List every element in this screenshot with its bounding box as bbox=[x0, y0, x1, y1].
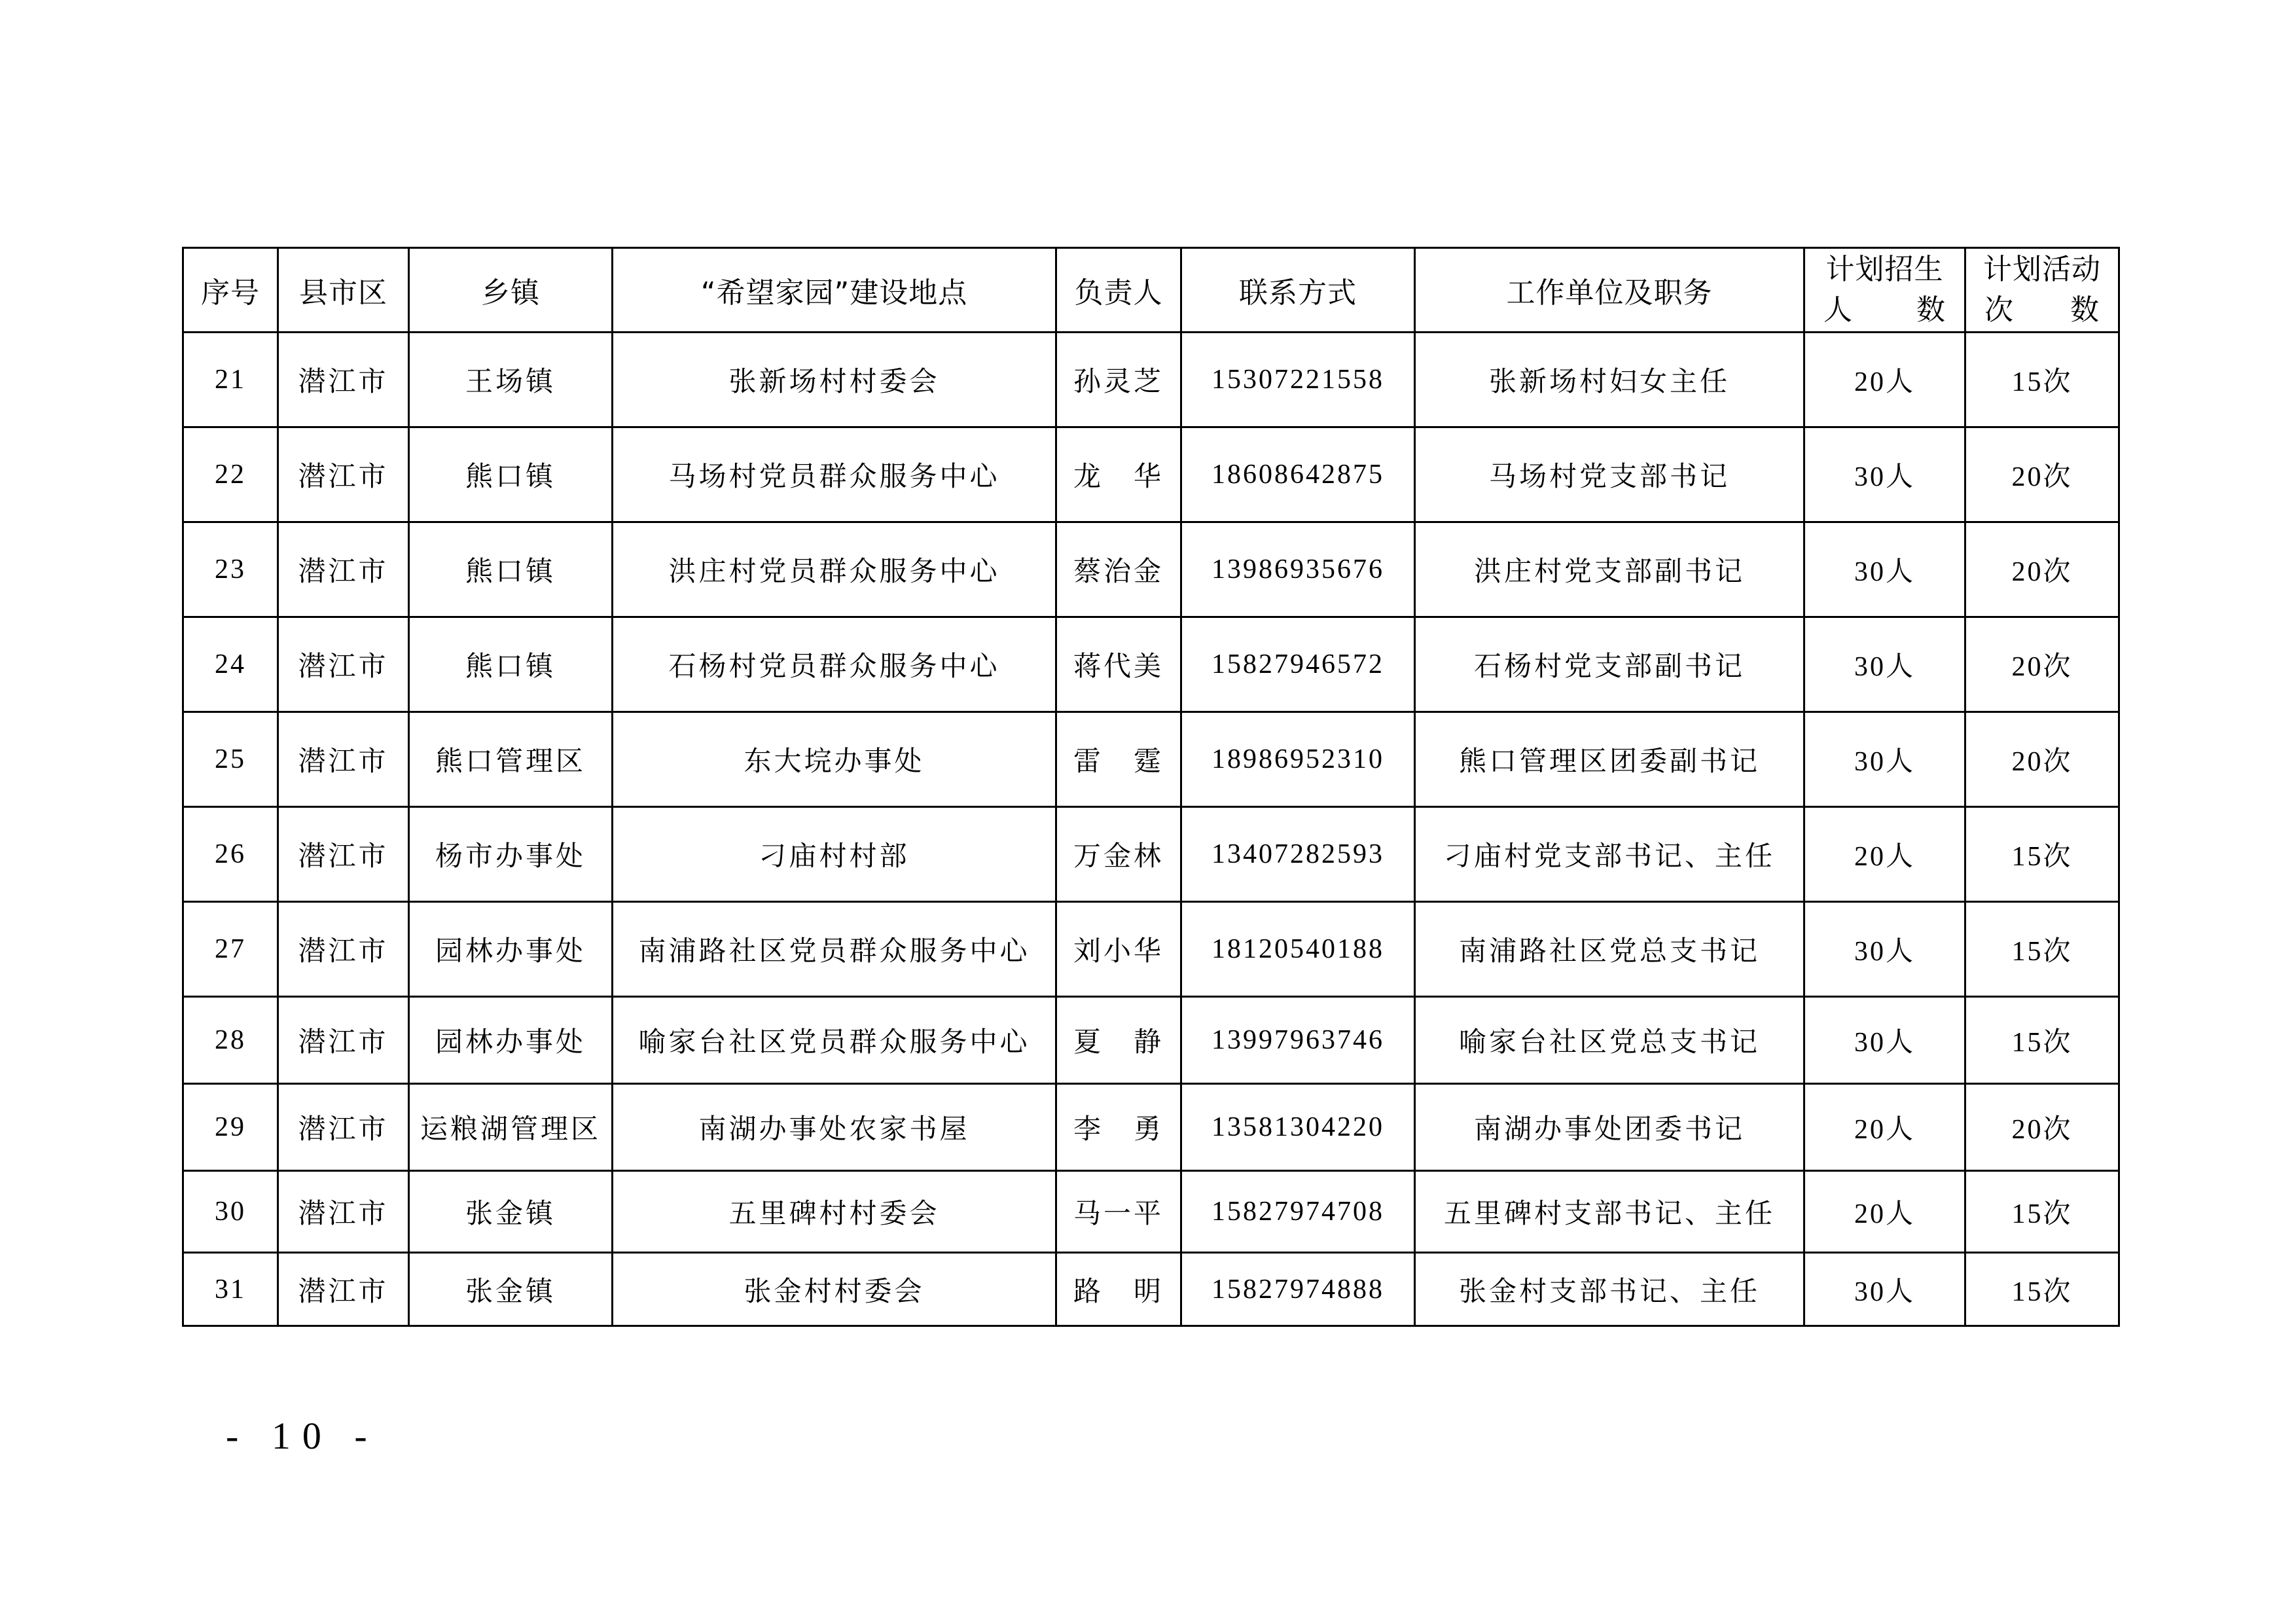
cell-town: 张金镇 bbox=[409, 1171, 613, 1253]
cell-activity: 15次 bbox=[1965, 902, 2119, 997]
cell-index: 25 bbox=[183, 712, 278, 807]
cell-position: 五里碑村支部书记、主任 bbox=[1415, 1171, 1804, 1253]
cell-index: 31 bbox=[183, 1253, 278, 1326]
cell-enroll: 30人 bbox=[1804, 902, 1965, 997]
cell-person: 蒋代美 bbox=[1056, 617, 1181, 712]
table-row bbox=[183, 807, 2119, 902]
cell-person: 龙 华 bbox=[1056, 427, 1181, 522]
cell-activity: 15次 bbox=[1965, 1171, 2119, 1253]
table-row bbox=[183, 427, 2119, 522]
cell-enroll: 20人 bbox=[1804, 333, 1965, 427]
cell-county: 潜江市 bbox=[278, 807, 409, 902]
header-site: “希望家园”建设地点 bbox=[613, 248, 1056, 333]
cell-position: 洪庄村党支部副书记 bbox=[1415, 522, 1804, 617]
cell-person: 李 勇 bbox=[1056, 1084, 1181, 1171]
table-body bbox=[183, 333, 2119, 1326]
cell-county: 潜江市 bbox=[278, 902, 409, 997]
cell-activity: 20次 bbox=[1965, 522, 2119, 617]
cell-county: 潜江市 bbox=[278, 1171, 409, 1253]
cell-site: 喻家台社区党员群众服务中心 bbox=[613, 997, 1056, 1084]
table-row bbox=[183, 617, 2119, 712]
cell-site: 洪庄村党员群众服务中心 bbox=[613, 522, 1056, 617]
cell-town: 熊口管理区 bbox=[409, 712, 613, 807]
header-position: 工作单位及职务 bbox=[1415, 248, 1804, 333]
header-activity bbox=[1965, 248, 2119, 333]
header-index: 序号 bbox=[183, 248, 278, 333]
cell-contact: 13407282593 bbox=[1181, 807, 1415, 902]
cell-county: 潜江市 bbox=[278, 1253, 409, 1326]
cell-enroll: 30人 bbox=[1804, 522, 1965, 617]
cell-index: 26 bbox=[183, 807, 278, 902]
table-row bbox=[183, 333, 2119, 427]
cell-position: 南湖办事处团委书记 bbox=[1415, 1084, 1804, 1171]
table-row bbox=[183, 522, 2119, 617]
cell-index: 30 bbox=[183, 1171, 278, 1253]
table-row bbox=[183, 997, 2119, 1084]
cell-index: 27 bbox=[183, 902, 278, 997]
header-contact: 联系方式 bbox=[1181, 248, 1415, 333]
cell-contact: 15307221558 bbox=[1181, 333, 1415, 427]
cell-town: 杨市办事处 bbox=[409, 807, 613, 902]
cell-county: 潜江市 bbox=[278, 617, 409, 712]
cell-contact: 15827946572 bbox=[1181, 617, 1415, 712]
cell-county: 潜江市 bbox=[278, 712, 409, 807]
cell-activity: 20次 bbox=[1965, 617, 2119, 712]
cell-person: 万金林 bbox=[1056, 807, 1181, 902]
cell-person: 马一平 bbox=[1056, 1171, 1181, 1253]
header-enroll-line2: 人 数 bbox=[1823, 293, 1946, 327]
cell-enroll: 30人 bbox=[1804, 1253, 1965, 1326]
cell-index: 22 bbox=[183, 427, 278, 522]
cell-contact: 13997963746 bbox=[1181, 997, 1415, 1084]
cell-enroll: 30人 bbox=[1804, 997, 1965, 1084]
header-activity-line2: 次 数 bbox=[1984, 293, 2100, 327]
cell-activity: 20次 bbox=[1965, 712, 2119, 807]
cell-index: 24 bbox=[183, 617, 278, 712]
cell-site: 南浦路社区党员群众服务中心 bbox=[613, 902, 1056, 997]
cell-position: 张新场村妇女主任 bbox=[1415, 333, 1804, 427]
data-table bbox=[182, 247, 2120, 1327]
cell-activity: 15次 bbox=[1965, 807, 2119, 902]
cell-position: 南浦路社区党总支书记 bbox=[1415, 902, 1804, 997]
cell-index: 21 bbox=[183, 333, 278, 427]
header-town: 乡镇 bbox=[409, 248, 613, 333]
cell-person: 孙灵芝 bbox=[1056, 333, 1181, 427]
cell-index: 23 bbox=[183, 522, 278, 617]
cell-enroll: 30人 bbox=[1804, 617, 1965, 712]
cell-index: 28 bbox=[183, 997, 278, 1084]
cell-person: 雷 霆 bbox=[1056, 712, 1181, 807]
cell-site: 刁庙村村部 bbox=[613, 807, 1056, 902]
cell-town: 王场镇 bbox=[409, 333, 613, 427]
cell-activity: 20次 bbox=[1965, 427, 2119, 522]
cell-county: 潜江市 bbox=[278, 997, 409, 1084]
table-row bbox=[183, 1253, 2119, 1326]
header-row bbox=[183, 248, 2119, 333]
cell-contact: 15827974888 bbox=[1181, 1253, 1415, 1326]
cell-enroll: 30人 bbox=[1804, 427, 1965, 522]
cell-site: 石杨村党员群众服务中心 bbox=[613, 617, 1056, 712]
table-row bbox=[183, 712, 2119, 807]
cell-contact: 15827974708 bbox=[1181, 1171, 1415, 1253]
cell-contact: 13986935676 bbox=[1181, 522, 1415, 617]
header-county: 县市区 bbox=[278, 248, 409, 333]
cell-person: 路 明 bbox=[1056, 1253, 1181, 1326]
cell-town: 园林办事处 bbox=[409, 997, 613, 1084]
cell-activity: 15次 bbox=[1965, 997, 2119, 1084]
cell-town: 熊口镇 bbox=[409, 522, 613, 617]
cell-county: 潜江市 bbox=[278, 1084, 409, 1171]
cell-position: 马场村党支部书记 bbox=[1415, 427, 1804, 522]
cell-town: 运粮湖管理区 bbox=[409, 1084, 613, 1171]
cell-activity: 15次 bbox=[1965, 1253, 2119, 1326]
cell-activity: 20次 bbox=[1965, 1084, 2119, 1171]
header-enroll-line1: 计划招生 bbox=[1825, 253, 1944, 286]
cell-site: 南湖办事处农家书屋 bbox=[613, 1084, 1056, 1171]
cell-contact: 18608642875 bbox=[1181, 427, 1415, 522]
table-row bbox=[183, 1171, 2119, 1253]
cell-position: 熊口管理区团委副书记 bbox=[1415, 712, 1804, 807]
cell-town: 熊口镇 bbox=[409, 427, 613, 522]
cell-site: 张新场村村委会 bbox=[613, 333, 1056, 427]
header-activity-line1: 计划活动 bbox=[1983, 253, 2101, 286]
cell-position: 张金村支部书记、主任 bbox=[1415, 1253, 1804, 1326]
header-enroll bbox=[1804, 248, 1965, 333]
cell-contact: 18986952310 bbox=[1181, 712, 1415, 807]
cell-county: 潜江市 bbox=[278, 333, 409, 427]
cell-position: 刁庙村党支部书记、主任 bbox=[1415, 807, 1804, 902]
page-number: - 10 - bbox=[226, 1415, 379, 1457]
cell-position: 石杨村党支部副书记 bbox=[1415, 617, 1804, 712]
cell-site: 张金村村委会 bbox=[613, 1253, 1056, 1326]
table-row bbox=[183, 1084, 2119, 1171]
cell-person: 刘小华 bbox=[1056, 902, 1181, 997]
cell-contact: 13581304220 bbox=[1181, 1084, 1415, 1171]
cell-activity: 15次 bbox=[1965, 333, 2119, 427]
header-person: 负责人 bbox=[1056, 248, 1181, 333]
cell-site: 五里碑村村委会 bbox=[613, 1171, 1056, 1253]
cell-site: 东大垸办事处 bbox=[613, 712, 1056, 807]
cell-town: 园林办事处 bbox=[409, 902, 613, 997]
cell-site: 马场村党员群众服务中心 bbox=[613, 427, 1056, 522]
cell-enroll: 30人 bbox=[1804, 712, 1965, 807]
cell-index: 29 bbox=[183, 1084, 278, 1171]
cell-position: 喻家台社区党总支书记 bbox=[1415, 997, 1804, 1084]
cell-town: 熊口镇 bbox=[409, 617, 613, 712]
table-row bbox=[183, 902, 2119, 997]
cell-enroll: 20人 bbox=[1804, 1084, 1965, 1171]
cell-town: 张金镇 bbox=[409, 1253, 613, 1326]
cell-person: 蔡治金 bbox=[1056, 522, 1181, 617]
cell-enroll: 20人 bbox=[1804, 1171, 1965, 1253]
cell-enroll: 20人 bbox=[1804, 807, 1965, 902]
cell-person: 夏 静 bbox=[1056, 997, 1181, 1084]
cell-contact: 18120540188 bbox=[1181, 902, 1415, 997]
cell-county: 潜江市 bbox=[278, 427, 409, 522]
cell-county: 潜江市 bbox=[278, 522, 409, 617]
